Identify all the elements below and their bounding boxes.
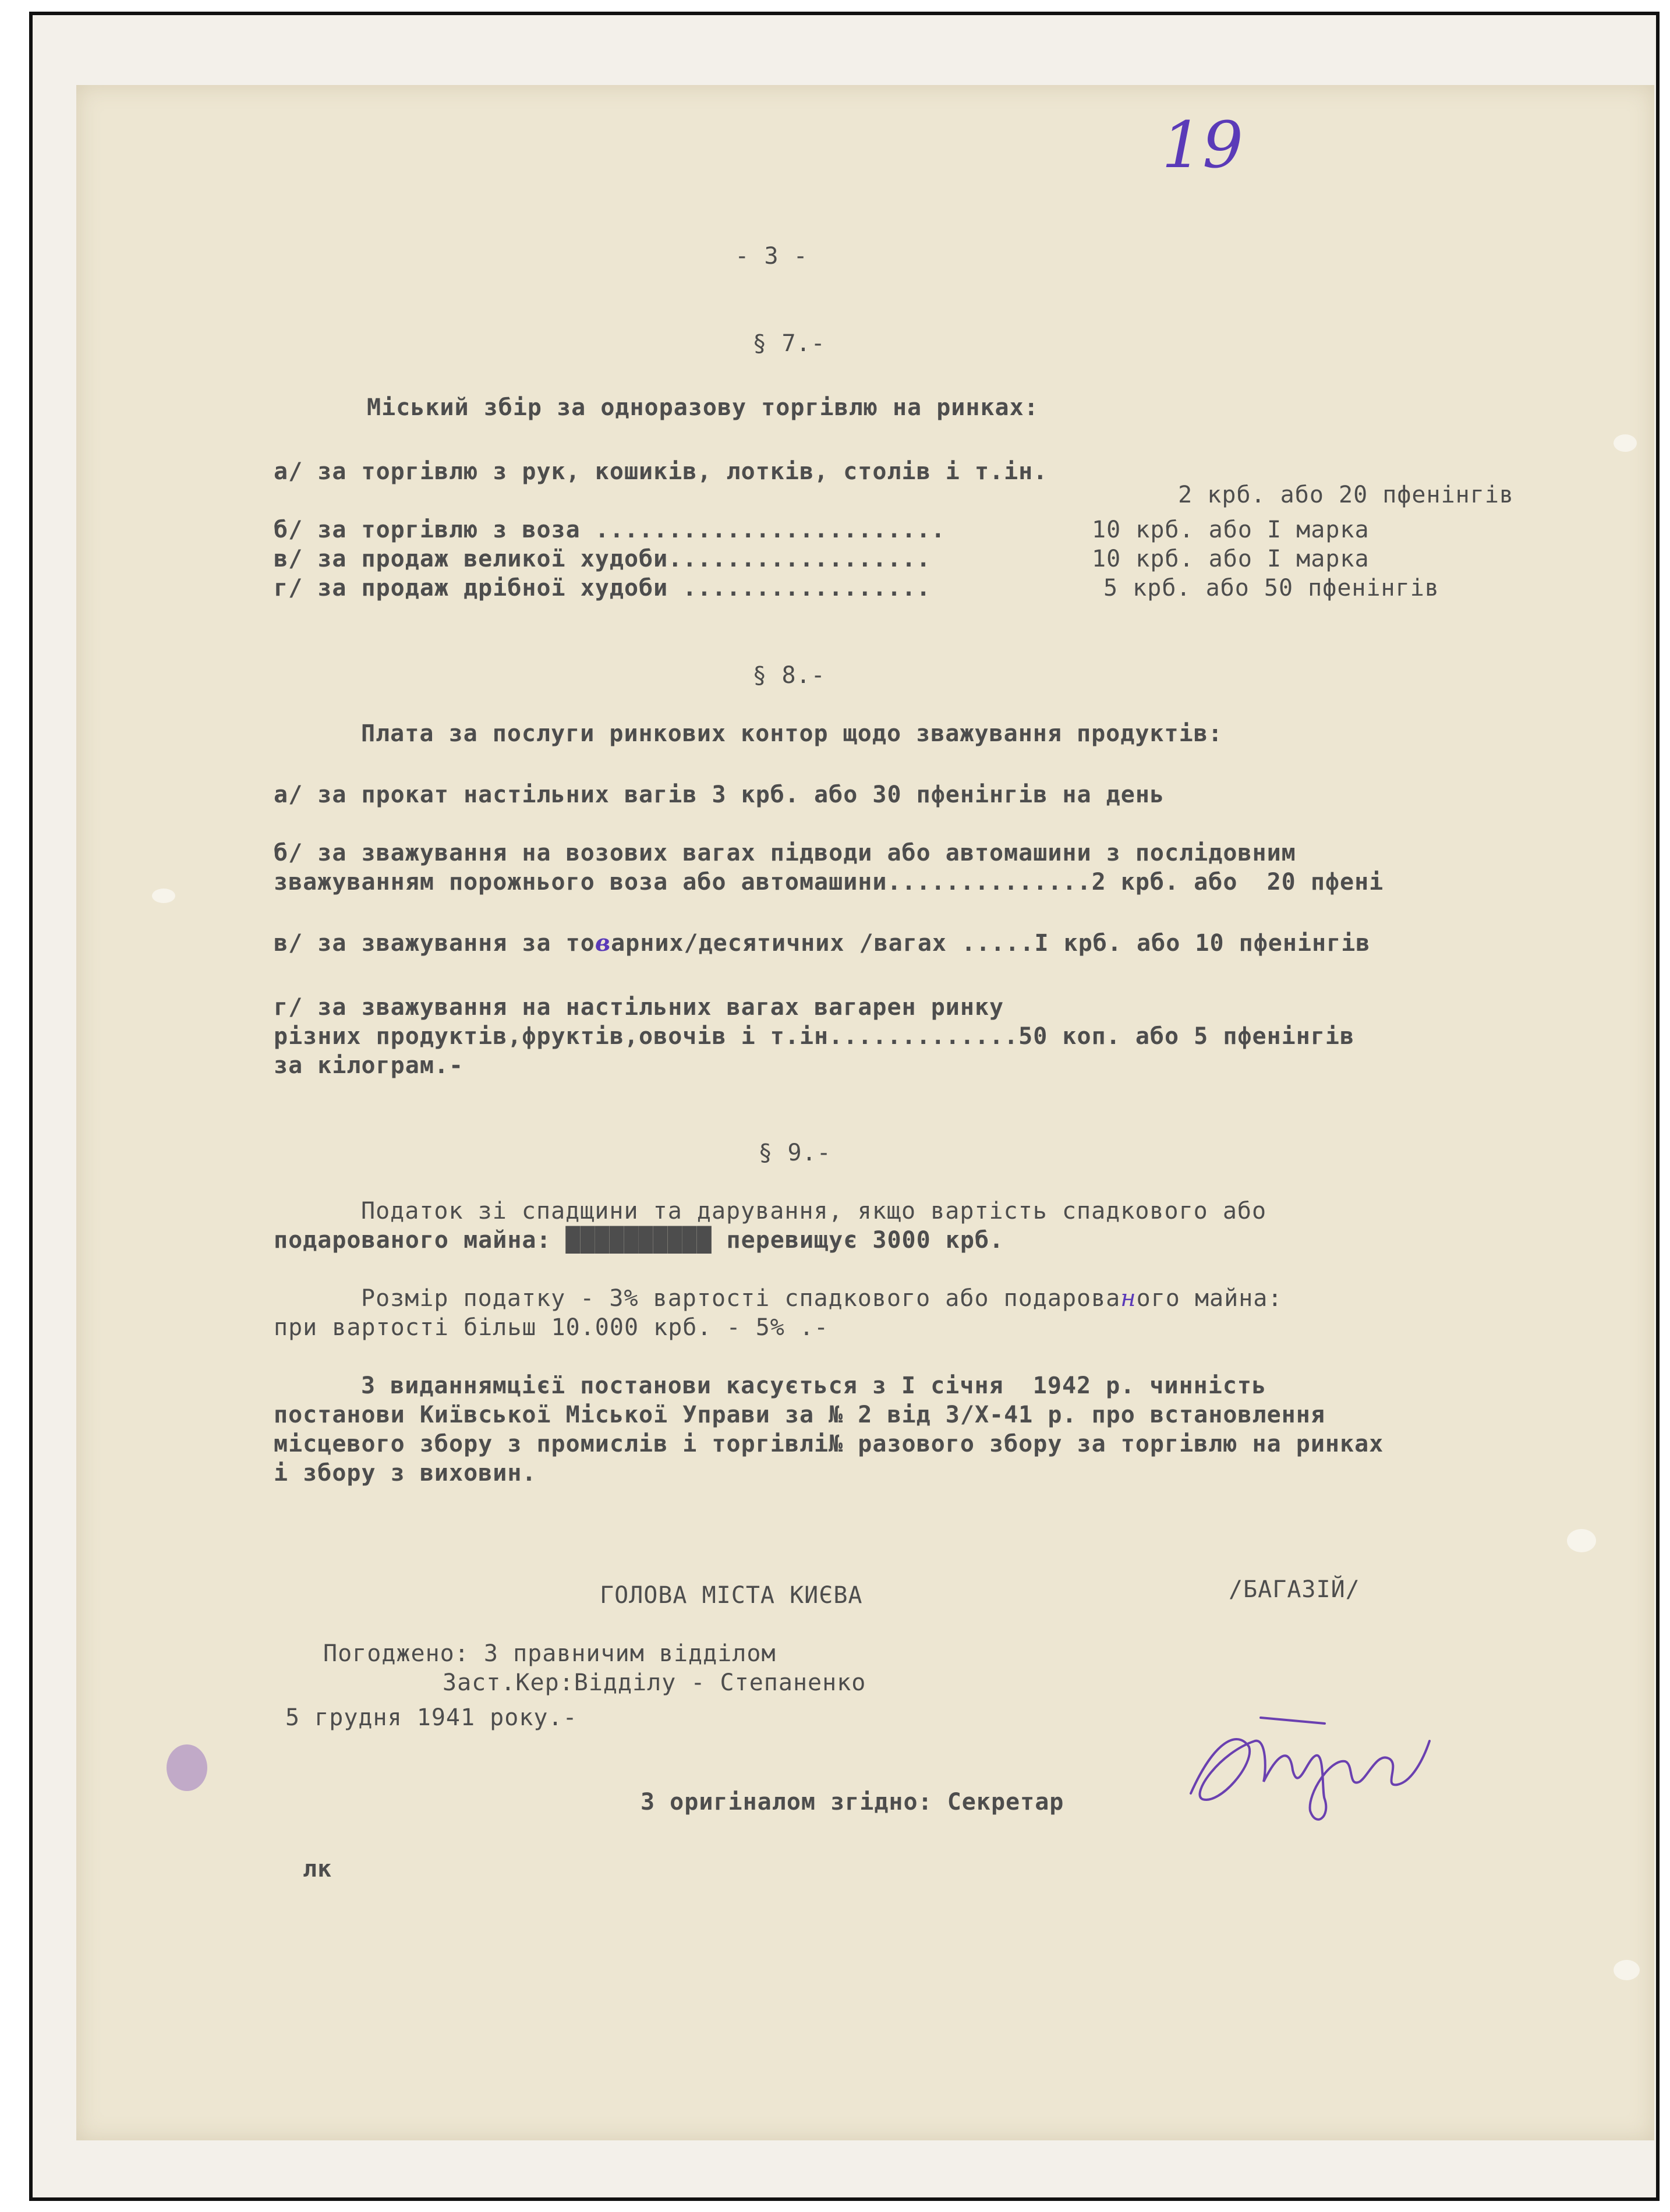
paper-stain	[1567, 1529, 1596, 1552]
ink-blot	[167, 1744, 207, 1791]
head-title: ГОЛОВА МІСТА КИЄВА	[600, 1582, 863, 1609]
section7-heading: § 7.-	[752, 330, 826, 357]
section8-item-g-line1: г/ за зважування на настільних вагах вагарен ринку	[274, 994, 1004, 1021]
agreed-line2: Заст.Кер:Відділу - Степаненко	[443, 1669, 866, 1696]
section8-intro: Плата за послуги ринкових контор щодо зважування продуктів:	[361, 720, 1223, 747]
section7-item-v: в/ за продаж великої худоби..................	[274, 546, 931, 572]
section8-item-g-line2: різних продуктів,фруктів,овочів і т.ін.............50 коп. або 5 пфенінгів	[274, 1023, 1355, 1050]
head-name: /БАГАЗІЙ/	[1229, 1576, 1360, 1603]
section8-item-v-post: арних/десятичних /вагах .....І крб. або 10 пфенінгів	[611, 930, 1371, 957]
section9-p3-line2: постанови Київської Міської Управи за № 2 від 3/Х-41 р. про встановлення	[274, 1401, 1325, 1428]
section9-p2-post: ого майна:	[1136, 1285, 1283, 1312]
section7-item-g-price: 5 крб. або 50 пфенінгів	[1103, 575, 1439, 601]
date: 5 грудня 1941 року.-	[285, 1704, 578, 1731]
section8-item-b-line1: б/ за зважування на возових вагах підводи або автомашини з послідовним	[274, 840, 1296, 866]
section8-item-v	[274, 929, 1371, 957]
paper-stain	[1614, 1960, 1640, 1980]
section7-item-a: а/ за торгівлю з рук, кошиків, лотків, столів і т.ін.	[274, 458, 1048, 485]
section9-p3-line3: місцевого збору з промислів і торгівлі№ разового збору за торгівлю на ринках	[274, 1431, 1384, 1457]
paper-stain	[152, 889, 175, 903]
section7-intro: Міський збір за одноразову торгівлю на ринках:	[367, 394, 1039, 421]
handwritten-page-number: 19	[1162, 108, 1243, 182]
section7-item-a-price: 2 крб. або 20 пфенінгів	[1178, 482, 1514, 508]
section9-p3-line4: і збору з виховин.	[274, 1460, 537, 1487]
section9-p1-line2: подарованого майна: ██████████ перевищує 3000 крб.	[274, 1227, 1004, 1254]
paper-stain	[1614, 434, 1637, 452]
section9-p2-pre: Розмір податку - 3% вартості спадкового або подарова	[361, 1285, 1121, 1312]
handwritten-correction: н	[1120, 1285, 1137, 1312]
secretary-signature	[1167, 1706, 1459, 1834]
copy-note: З оригіналом згідно: Секретар	[641, 1789, 1064, 1815]
section8-item-a: а/ за прокат настільних вагів 3 крб. або 30 пфенінгів на день	[274, 781, 1165, 808]
handwritten-correction: в	[595, 929, 611, 957]
section9-p3-line1: З виданнямцієї постанови касується з І січня 1942 р. чинність	[361, 1372, 1267, 1399]
section7-item-b-price: 10 крб. або І марка	[1092, 516, 1370, 543]
typist-initials: лк	[303, 1856, 332, 1882]
section7-item-b: б/ за торгівлю з воза ........................	[274, 516, 946, 543]
section7-item-v-price: 10 крб. або І марка	[1092, 546, 1370, 572]
section9-heading: § 9.-	[758, 1139, 832, 1166]
section8-heading: § 8.-	[752, 662, 826, 689]
section7-item-g: г/ за продаж дрібної худоби .................	[274, 575, 931, 601]
section9-p1-line1: Податок зі спадщини та дарування, якщо вартість спадкового або	[361, 1198, 1267, 1224]
section8-item-g-line3: за кілограм.-	[274, 1052, 464, 1079]
typed-page-number: - 3 -	[735, 243, 808, 270]
section8-item-b-line2: зважуванням порожнього воза або автомашини..............2 крб. або 20 пфені	[274, 869, 1384, 896]
section9-p2-line2: при вартості більш 10.000 крб. - 5% .-	[274, 1314, 829, 1341]
agreed-line1: Погоджено: З правничим відділом	[323, 1640, 776, 1667]
section9-p2-line1	[361, 1287, 1282, 1310]
section8-item-v-pre: в/ за зважування за то	[274, 930, 595, 957]
